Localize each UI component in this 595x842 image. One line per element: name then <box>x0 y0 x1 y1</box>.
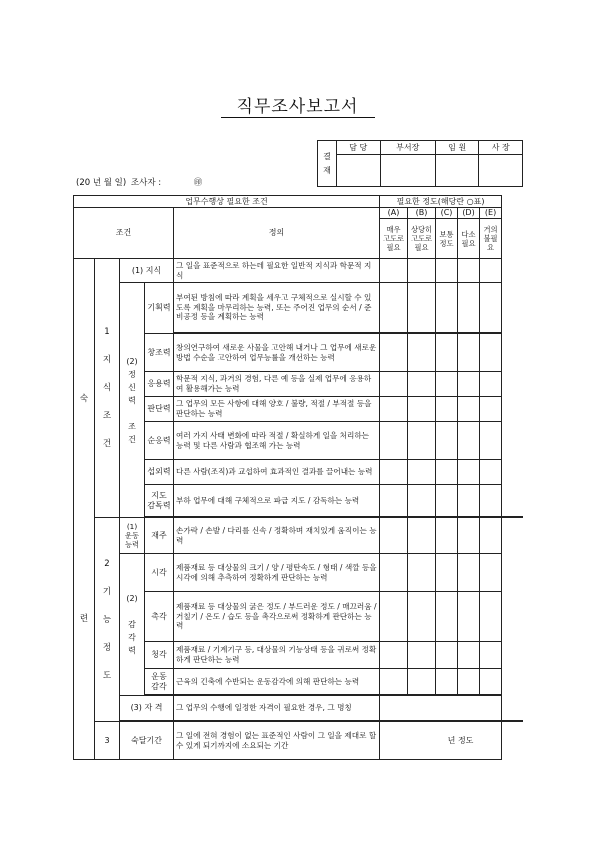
period-unit: 년 정도 <box>447 735 474 745</box>
cond-mastery-period: 숙달기간 <box>120 722 174 760</box>
check-cell[interactable] <box>458 372 480 397</box>
group-mental: (2) 정 신 력 조 건 <box>120 283 145 518</box>
check-cell[interactable] <box>480 592 502 642</box>
check-cell[interactable] <box>480 259 502 283</box>
check-cell[interactable] <box>480 397 502 422</box>
check-cell[interactable] <box>480 518 502 554</box>
check-cell[interactable] <box>408 642 436 669</box>
check-cell[interactable] <box>458 283 480 333</box>
check-cell[interactable] <box>436 372 458 397</box>
col-label-b: 상당히 고도로 필요 <box>408 219 436 259</box>
col-label-d: 다소 필요 <box>458 219 480 259</box>
approval-col-staff: 담 당 <box>337 141 381 155</box>
col-label-a: 매우 고도로 필요 <box>380 219 408 259</box>
approval-label: 결 재 <box>318 141 337 187</box>
group-motor: (1) 운동 능력 <box>120 518 145 554</box>
surveyor-label: 조사자 : <box>130 178 162 188</box>
approval-sign-staff[interactable] <box>337 155 381 187</box>
check-cell[interactable] <box>436 422 458 460</box>
mastery-period-input[interactable] <box>380 722 502 760</box>
qualification-input[interactable] <box>380 696 502 721</box>
check-cell[interactable] <box>380 592 408 642</box>
group-knowledge: 1 지 식 조 건 <box>95 259 120 518</box>
def-negotiation: 다른 사람(조직)과 교섭하여 효과적인 결과를 끌어내는 능력 <box>174 460 380 485</box>
check-cell[interactable] <box>436 592 458 642</box>
check-cell[interactable] <box>436 460 458 485</box>
cond-qualification: (3) 자 격 <box>120 696 174 721</box>
cond-application: 응용력 <box>145 372 174 397</box>
def-qualification: 그 업무의 수행에 일정한 자격이 필요한 경우, 그 명칭 <box>174 696 380 721</box>
check-cell[interactable] <box>458 334 480 372</box>
def-adaptability: 여러 가지 사태 변화에 따라 적절 / 확실하게 일을 처리하는 능력 및 다른 사람과 협조해 가는 능력 <box>174 422 380 460</box>
cond-kinesthetic: 운동 감각 <box>145 669 174 695</box>
check-cell[interactable] <box>458 397 480 422</box>
check-cell[interactable] <box>458 485 480 517</box>
cond-creativity: 창조력 <box>145 334 174 372</box>
check-cell[interactable] <box>380 485 408 517</box>
def-supervision: 부하 업무에 대해 구체적으로 파급 지도 / 감독하는 능력 <box>174 485 380 517</box>
def-kinesthetic: 근육의 긴축에 수반되는 운동감각에 의해 판단하는 능력 <box>174 669 380 695</box>
col-letter-a: (A) <box>380 208 408 219</box>
check-cell[interactable] <box>380 422 408 460</box>
page-title: 직무조사보고서 <box>236 97 359 117</box>
def-sight: 제품재료 등 대상물의 크기 / 양 / 평탄속도 / 형태 / 색깔 등을 시각에 의해 추측하여 정확하게 판단하는 능력 <box>174 554 380 592</box>
check-cell[interactable] <box>436 485 458 517</box>
check-cell[interactable] <box>436 397 458 422</box>
check-cell[interactable] <box>380 283 408 333</box>
check-cell[interactable] <box>408 554 436 592</box>
cond-header: 조건 <box>74 208 174 259</box>
check-cell[interactable] <box>436 642 458 669</box>
col-letter-d: (D) <box>458 208 480 219</box>
approval-box <box>317 140 523 187</box>
check-cell[interactable] <box>380 372 408 397</box>
check-cell[interactable] <box>408 518 436 554</box>
def-mastery-period: 그 일에 전혀 경험이 없는 표준적인 사람이 그 일을 제대로 할 수 있게 되기까지에 소요되는 기간 <box>174 722 380 760</box>
check-cell[interactable] <box>458 259 480 283</box>
period-number: 3 <box>95 722 120 760</box>
def-hearing: 제품재료 / 기계기구 등, 대상물의 기능상태 등을 귀로써 정확하게 판단하는 능력 <box>174 642 380 669</box>
check-cell[interactable] <box>380 669 408 695</box>
check-cell[interactable] <box>480 422 502 460</box>
check-cell[interactable] <box>436 334 458 372</box>
check-cell[interactable] <box>480 554 502 592</box>
check-cell[interactable] <box>380 460 408 485</box>
check-cell[interactable] <box>408 460 436 485</box>
approval-col-manager: 부서장 <box>380 141 435 155</box>
def-application: 학문적 지식, 과거의 경험, 다른 예 등을 실제 업무에 응용하여 활용해가는 능력 <box>174 372 380 397</box>
check-cell[interactable] <box>408 397 436 422</box>
def-touch: 제품재료 등 대상물의 굵은 정도 / 부드러운 정도 / 매끄러움 / 거칠기 / 온도 / 습도 등을 촉각으로써 정확하게 판단하는 능력 <box>174 592 380 642</box>
check-cell[interactable] <box>458 642 480 669</box>
check-cell[interactable] <box>436 518 458 554</box>
check-cell[interactable] <box>480 460 502 485</box>
title-underline <box>221 117 375 118</box>
col-label-c: 보통 정도 <box>436 219 458 259</box>
check-cell[interactable] <box>380 518 408 554</box>
check-cell[interactable] <box>408 485 436 517</box>
check-cell[interactable] <box>408 422 436 460</box>
col-label-e: 거의 불필요 <box>480 219 502 259</box>
check-cell[interactable] <box>380 334 408 372</box>
group-skill: 2 기 능 정 도 <box>95 518 120 722</box>
approval-sign-manager[interactable] <box>380 155 435 187</box>
check-cell[interactable] <box>380 397 408 422</box>
check-cell[interactable] <box>480 372 502 397</box>
check-cell[interactable] <box>436 259 458 283</box>
cond-touch: 촉각 <box>145 592 174 642</box>
check-cell[interactable] <box>480 283 502 333</box>
col-letter-c: (C) <box>436 208 458 219</box>
check-cell[interactable] <box>380 642 408 669</box>
check-cell[interactable] <box>408 334 436 372</box>
def-header: 정의 <box>174 208 380 259</box>
col-letter-b: (B) <box>408 208 436 219</box>
group-proficiency: 숙 련 <box>74 259 95 760</box>
group-sense: (2) 감 각 력 <box>120 554 145 696</box>
seal-mark: ㊞ <box>193 178 203 188</box>
def-creativity: 창의연구하여 새로운 사물을 고안해 내거나 그 업무에 새로운 방법 수순을 고안하여 업무능률을 개선하는 능력 <box>174 334 380 372</box>
cond-judgment: 판단력 <box>145 397 174 422</box>
cond-planning: 기획력 <box>145 283 174 334</box>
check-cell[interactable] <box>458 592 480 642</box>
req-header: 업무수행상 필요한 조건 <box>74 196 380 208</box>
check-cell[interactable] <box>436 669 458 695</box>
def-knowledge: 그 일을 표준적으로 하는데 필요한 일반적 지식과 학문적 지식 <box>174 259 380 283</box>
check-cell[interactable] <box>480 642 502 669</box>
check-cell[interactable] <box>408 669 436 695</box>
check-cell[interactable] <box>408 259 436 283</box>
approval-col-director: 임 원 <box>435 141 479 155</box>
cond-adaptability: 순응력 <box>145 422 174 460</box>
check-cell[interactable] <box>458 554 480 592</box>
check-cell[interactable] <box>480 334 502 372</box>
approval-sign-president[interactable] <box>479 155 523 187</box>
cond-negotiation: 섭외력 <box>145 460 174 485</box>
def-judgment: 그 업무의 모든 사항에 대해 양호 / 불량, 적절 / 부적절 등을 판단하는 능력 <box>174 397 380 422</box>
approval-col-president: 사 장 <box>479 141 523 155</box>
check-cell[interactable] <box>408 372 436 397</box>
check-cell[interactable] <box>436 283 458 333</box>
survey-date[interactable]: (20 년 월 일) <box>76 178 127 188</box>
approval-sign-director[interactable] <box>435 155 479 187</box>
cond-hearing: 청각 <box>145 642 174 669</box>
check-cell[interactable] <box>408 592 436 642</box>
cond-supervision: 지도 감독력 <box>145 485 174 517</box>
check-cell[interactable] <box>380 259 408 283</box>
check-cell[interactable] <box>380 554 408 592</box>
cond-sight: 시각 <box>145 554 174 592</box>
survey-meta <box>76 176 202 188</box>
check-cell[interactable] <box>408 283 436 333</box>
check-cell[interactable] <box>436 554 458 592</box>
def-dexterity: 손가락 / 손발 / 다리를 신속 / 정확하며 재치있게 움직이는 능력 <box>174 518 380 554</box>
check-cell[interactable] <box>458 422 480 460</box>
col-letter-e: (E) <box>480 208 502 219</box>
cond-dexterity: 재주 <box>145 518 174 554</box>
check-cell[interactable] <box>480 669 502 695</box>
cond-knowledge: (1) 지식 <box>120 259 174 283</box>
check-cell[interactable] <box>480 485 502 517</box>
check-cell[interactable] <box>458 518 480 554</box>
def-planning: 부여된 방침에 따라 계획을 세우고 구체적으로 실시할 수 있도록 계획을 마무리하는 능력, 또는 주어진 업무의 순서 / 준비공정 등을 계획하는 능력 <box>174 283 380 333</box>
check-cell[interactable] <box>458 669 480 695</box>
check-cell[interactable] <box>458 460 480 485</box>
job-survey-table <box>73 195 523 760</box>
degree-header: 필요한 정도(해당란 ○표) <box>380 196 502 208</box>
